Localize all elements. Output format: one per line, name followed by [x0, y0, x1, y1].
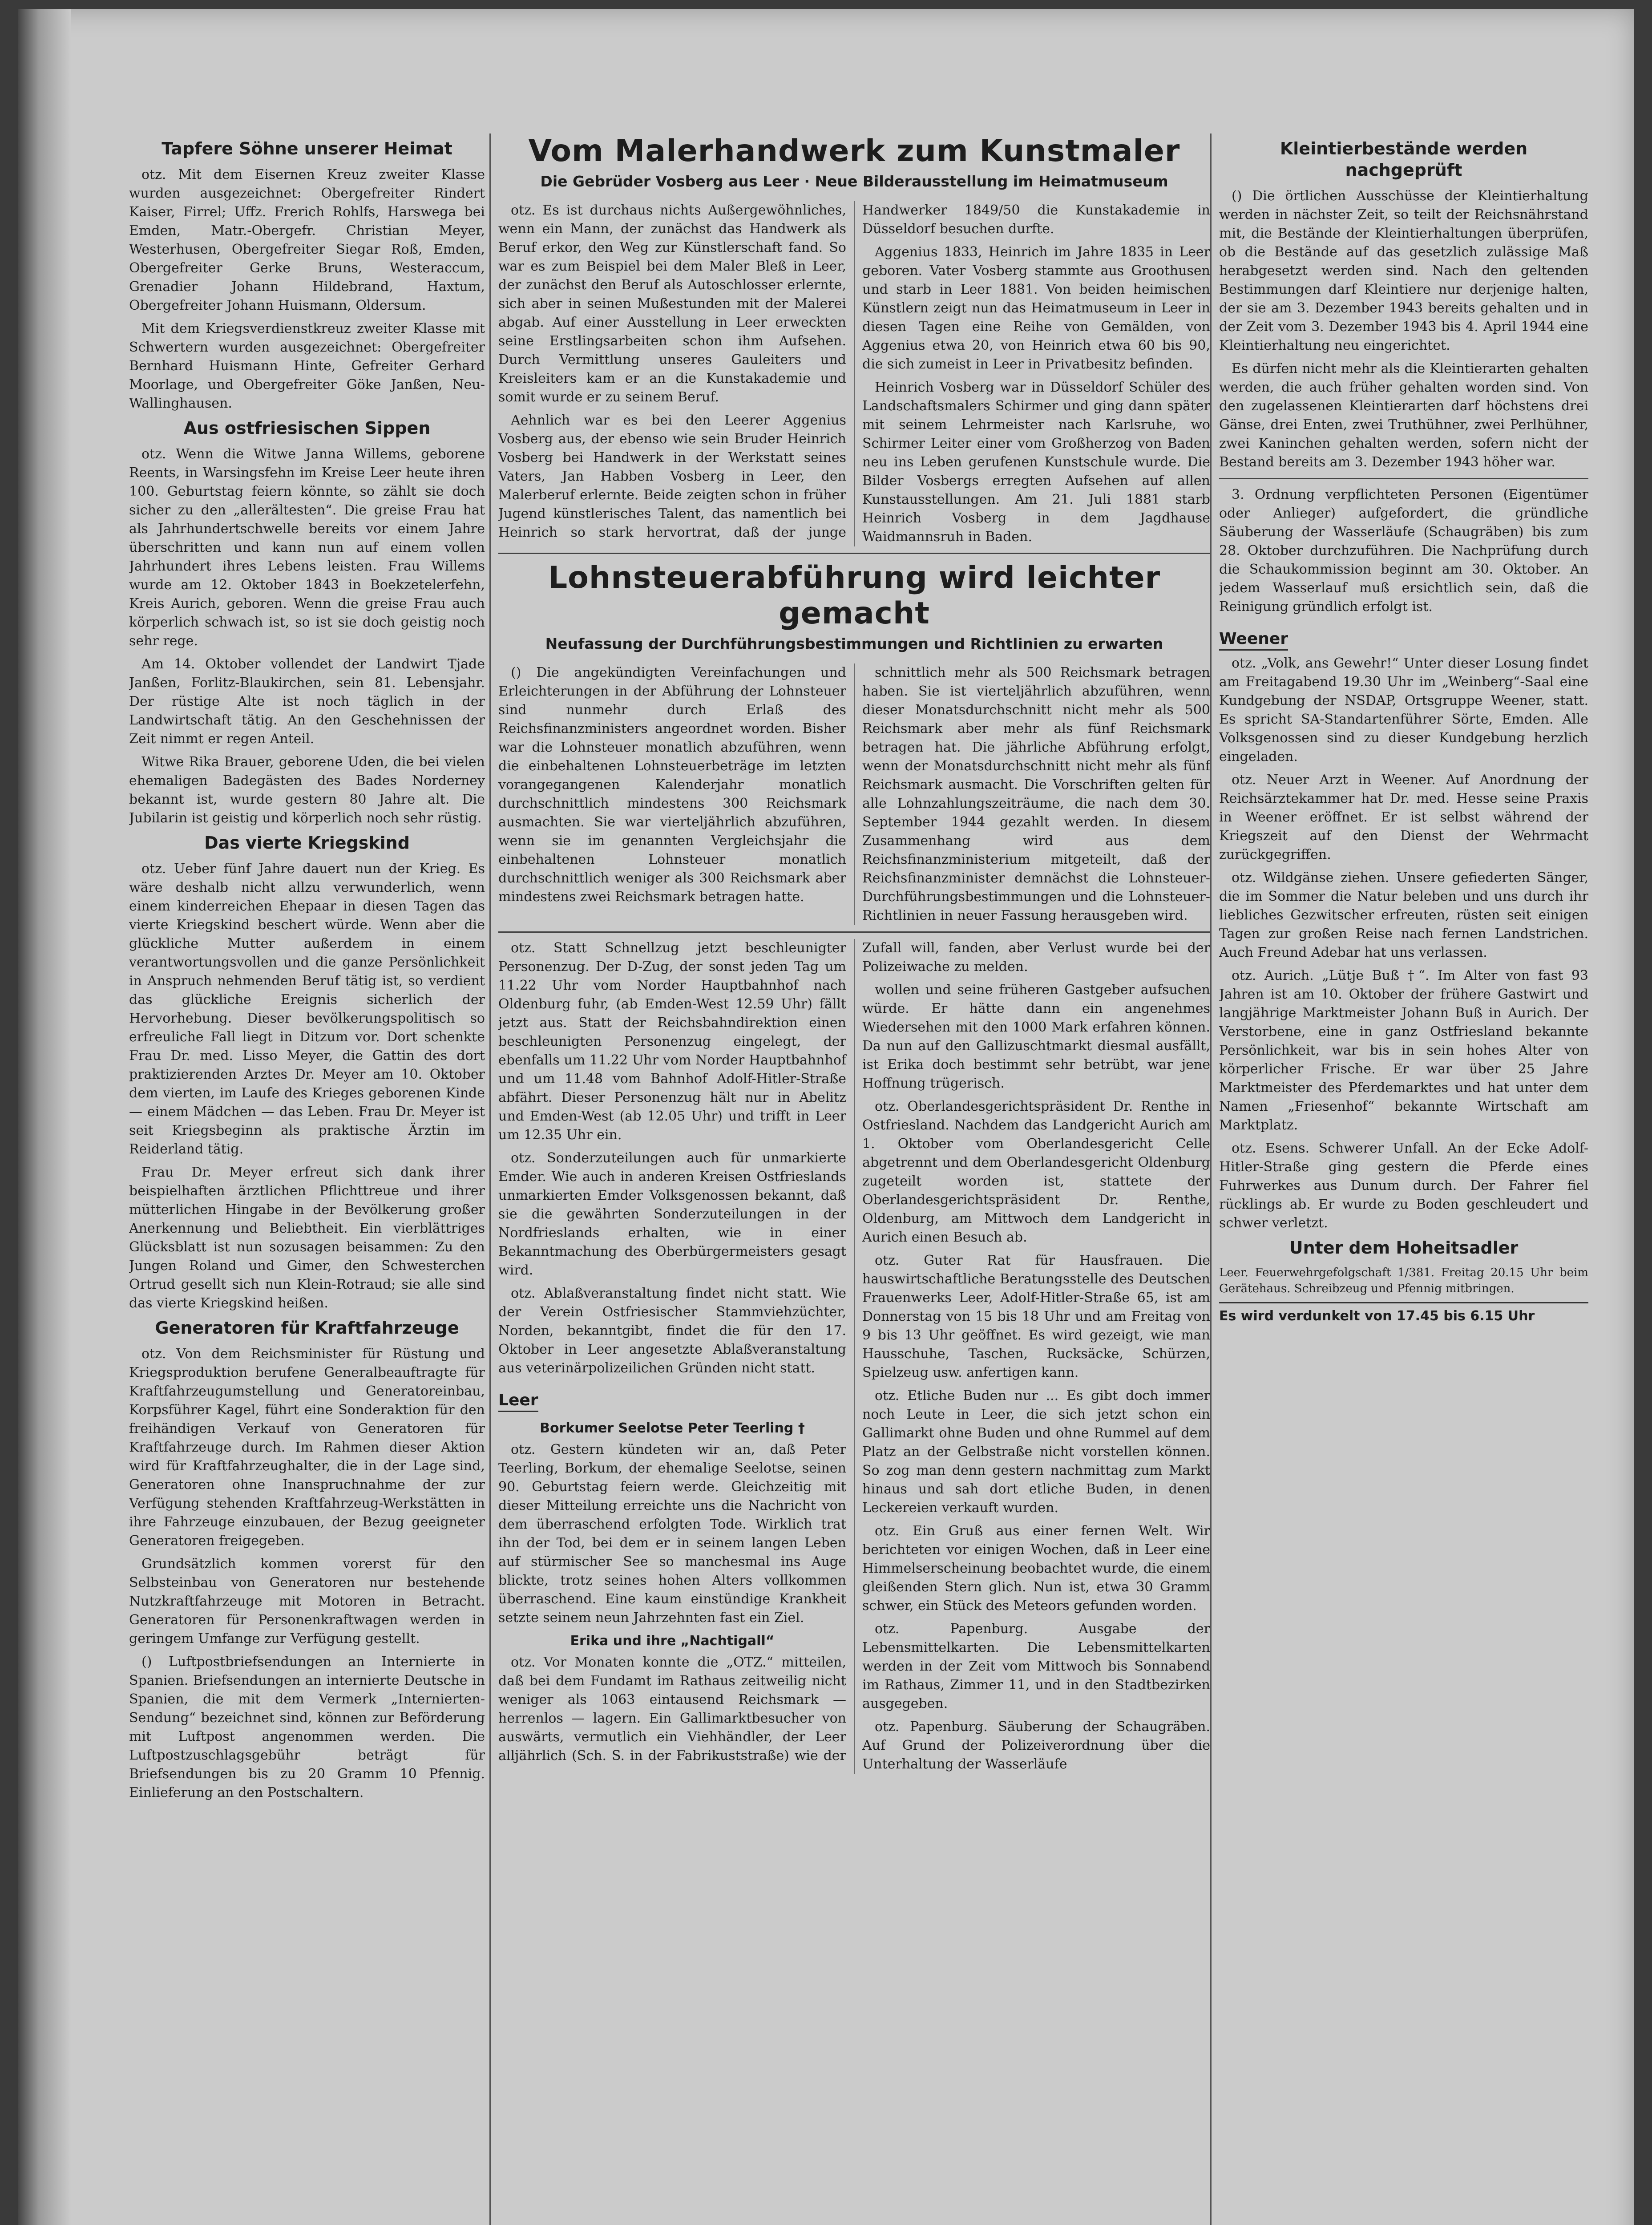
- article-paragraph: otz. Vor Monaten konnte die „OTZ.“ mitteilen, daß bei dem Fundamt im Rathaus zeitweilig nicht weniger als 1063 eintausend Reichsmark — herrenlos — lagern. Ein Gallimarktbesucher von auswärts, vermutlich ein Viehhändler, der Leer alljährlich (Sch. S. in der Fabrikuststraße) wie der Zufall will, fanden, aber Verlust wurde bei der Polizeiwache zu melden.: [498, 940, 1210, 1764]
- article-paragraph: Frau Dr. Meyer erfreut sich dank ihrer beispielhaften ärztlichen Pflichttreue und ihrer mütterlichen Hingabe in der Bevölkerung großer Anerkennung und Beliebtheit. Ein vierblättriges Glücksblatt ist nun sozusagen beisammen: Zu den Jungen Roland und Gimer, den Schwesterchen Ortrud gesellt sich nun Klein-Rotraud; sie alle sind das vierte Kriegskind heißen.: [129, 1165, 485, 1311]
- article-paragraph: () Die angekündigten Vereinfachungen und Erleichterungen in der Abführung der Lohnsteuer sind nunmehr durch Erlaß des Reichsfinanzministers angeordnet worden. Bisher war die Lohnsteuer monatlich abzuführen, wenn die einbehaltenen Lohnsteuerbeträge im letzten vorangegangenen Kalenderjahr monatlich durchschnittlich mindestens 300 Reichsmark ausmachten. Sie war vierteljährlich abzuführen, wenn sie im genannten Vergleichsjahr die einbehaltenen Lohnsteuer monatlich durchschnittlich weniger als 300 Reichsmark aber mindestens zwei Reichsmark betragen hatte.: [498, 665, 846, 905]
- page-binding-shadow: [18, 9, 71, 2225]
- article-paragraph: otz. Statt Schnellzug jetzt beschleunigter Personenzug. Der D-Zug, der sonst jeden Tag um 11.22 Uhr vom Norder Hauptbahnhof nach Oldenburg fuhr, (ab Emden-West 12.59 Uhr) fällt jetzt aus. Statt der Reichsbahndirektion einen beschleunigten Personenzug eingelegt, der ebenfalls um 11.22 Uhr vom Norder Hauptbahnhof und um 11.48 vom Bahnhof Adolf-Hitler-Straße abfährt. Dieser Personenzug hält nur in Abelitz und Emden-West (ab 12.05 Uhr) und trifft in Leer um 12.35 Uhr ein.: [498, 940, 846, 1143]
- article-paragraph: otz. Ueber fünf Jahre dauert nun der Krieg. Es wäre deshalb nicht allzu verwunderlich, wenn einem kinderreichen Ehepaar in diesen Tagen das vierte Kriegskind beschert würde. Wenn aber die glückliche Mutter außerdem in einem verantwortungsvollen und die ganze Persönlichkeit in Anspruch nehmenden Beruf tätig ist, so verdient das glückliche Ereignis sicherlich der Hervorhebung. Dieser bevölkerungspolitisch so erfreuliche Fall liegt in Ditzum vor. Dort schenkte Frau Dr. med. Lisso Meyer, die Gattin des dort praktizierenden Arztes Dr. Meyer am 10. Oktober dem vierten, im Laufe des Krieges geborenen Kinde — einem Mädchen — das Leben. Frau Dr. Meyer ist seit Kriegsbeginn als praktische Ärztin im Reiderland tätig.: [129, 861, 485, 1157]
- article-paragraph: otz. Etliche Buden nur ... Es gibt doch immer noch Leute in Leer, die sich jetzt schon ein Gallimarkt ohne Buden und ohne Rummel auf dem Platz an der Gelbstraße nicht vorstellen können. So zog man denn gestern nachmittag zum Markt hinaus und sah dort etliche Buden, in denen Leckereien verkauft wurden.: [862, 1388, 1210, 1516]
- second-headline: Lohnsteuerabführung wird leichter gemacht: [548, 560, 1161, 631]
- article-paragraph: otz. Wenn die Witwe Janna Willems, geborene Reents, in Warsingsfehn im Kreise Leer heute ihren 100. Geburtstag feiern könnte, so zählt sie doch sicher zu den „allerältesten“. Die greise Frau hat als Jahrhundertschwelle bereits vor einem Jahre überschritten und kann nun auf einem vollen Jahrhundert ihres Lebens leisten. Frau Willems wurde am 12. Oktober 1843 in Boekzetelerfehn, Kreis Aurich, geboren. Wenn die greise Frau auch körperlich schwach ist, so ist sie doch geistig noch sehr rege.: [129, 446, 485, 649]
- article-paragraph: Mit dem Kriegsverdienstkreuz zweiter Klasse mit Schwertern wurden ausgezeichnet: Obergefreiter Bernhard Huismann Hinte, Gefreiter Gerhard Moorlage, und Obergefreiter Göke Janßen, Neu-Wallinghausen.: [129, 321, 485, 411]
- article-paragraph: otz. Esens. Schwerer Unfall. An der Ecke Adolf-Hitler-Straße ging gestern die Pferde eines Fuhrwerkes aus Dunum durch. Der Fahrer fiel rücklings ab. Er wurde zu Boden geschleudert und schwer verletzt.: [1219, 1141, 1588, 1231]
- article-paragraph: Grundsätzlich kommen vorerst für den Selbsteinbau von Generatoren nur bestehende Nutzkraftfahrzeuge mit Motoren in Betracht. Generatoren für Personenkraftwagen werden in geringem Umfange zur Verfügung gestellt.: [129, 1556, 485, 1646]
- article-paragraph: otz. Papenburg. Säuberung der Schaugräben. Auf Grund der Polizeiverordnung über die Unterhaltung der Wasserläufe: [862, 1719, 1210, 1772]
- blackout-notice: Es wird verdunkelt von 17.45 bis 6.15 Uhr: [1219, 1302, 1588, 1326]
- article-paragraph: otz. Ein Gruß aus einer fernen Welt. Wir berichteten vor einigen Wochen, daß in Leer eine Himmelserscheinung beobachtet wurde, die einem gleißenden Stern glich. Nun ist, etwa 30 Gramm schwer, ein Stück des Meteors gefunden worden.: [862, 1523, 1210, 1614]
- article-paragraph: () Die örtlichen Ausschüsse der Kleintierhaltung werden in nächster Zeit, so teilt der Reichsnährstand mit, die Bestände der Kleintierhaltungen überprüfen, ob die Bestände auf das gesetzlich zulässige Maß herabgesetzt werden sind. Nach den geltenden Bestimmungen darf Kleintiere nur derjenige halten, der sie am 3. Dezember 1943 bereits gehalten und in der Zeit vom 3. Dezember 1943 bis 4. April 1944 eine Kleintierhaltung neu eingerichtet.: [1219, 188, 1588, 353]
- article-paragraph: otz. Ablaßveranstaltung findet nicht statt. Wie der Verein Ostfriesischer Stammviehzüchter, Norden, bekanntgibt, findet die für den 17. Oktober in Leer angesetzte Ablaßveranstaltung aus veterinärpolizeilichen Gründen nicht statt.: [498, 1286, 846, 1376]
- section-rule: [498, 553, 1210, 554]
- article-paragraph: otz. Papenburg. Ausgabe der Lebensmittelkarten. Die Lebensmittelkarten werden in der Zeit vom Mittwoch bis Sonnabend im Rathaus, Zimmer 11, und in den Stadtbezirken ausgegeben.: [862, 1621, 1210, 1711]
- article-paragraph: Aggenius 1833, Heinrich im Jahre 1835 in Leer geboren. Vater Vosberg stammte aus Groothusen und starb in Leer 1881. Von beiden heimischen Künstlern zeigt nun das Heimatmuseum in Leer in diesen Tagen eine Reihe von Gemälden, von Aggenius etwa 20, von Heinrich etwa 60 bis 90, die sich zumeist in Leer in Privatbesitz befinden.: [862, 244, 1210, 372]
- article-paragraph: otz. Guter Rat für Hausfrauen. Die hauswirtschaftliche Beratungsstelle des Deutschen Frauenwerks Leer, Adolf-Hitler-Straße 65, ist am Donnerstag von 15 bis 18 Uhr und am Freitag von 9 bis 13 Uhr geöffnet. Es wird gezeigt, wie man Hausschuhe, Taschen, Rucksäcke, Schürzen, Spielzeug usw. anfertigen kann.: [862, 1253, 1210, 1380]
- main-subheadline: Die Gebrüder Vosberg aus Leer · Neue Bilderausstellung im Heimatmuseum: [540, 173, 1168, 190]
- article-paragraph: otz. Von dem Reichsminister für Rüstung und Kriegsproduktion berufene Generalbeauftragte für Kraftfahrzeugumstellung und Generatoreinbau, Korpsführer Kagel, führt eine Sonderaktion für den freihändigen Verkauf von Generatoren für Kraftfahrzeuge durch. Im Rahmen dieser Aktion wird für Kraftfahrzeughalter, die in der Lage sind, Generatoren ohne Inanspruchnahme der zur Verfügung stehenden Kraftfahrzeug-Werkstätten in ihre Fahrzeuge einzubauen, der Bezug geeigneter Generatoren freigegeben.: [129, 1346, 485, 1549]
- article-heading: Unter dem Hoheitsadler: [1289, 1238, 1519, 1258]
- section-rule: [498, 931, 1210, 933]
- article-paragraph: otz. Oberlandesgerichtspräsident Dr. Renthe in Ostfriesland. Nachdem das Landgericht Aurich am 1. Oktober vom Oberlandesgericht Celle abgetrennt und dem Oberlandesgericht Oldenburg zugeteilt worden ist, stattete der Oberlandesgerichtspräsident Dr. Renthe, Oldenburg, am Mittwoch dem Landgericht in Aurich einen Besuch ab.: [862, 1099, 1210, 1245]
- article-paragraph: 3. Ordnung verpflichteten Personen (Eigentümer oder Anlieger) aufgefordert, die gründliche Säuberung der Wasserläufe (Schaugräben) bis zum 28. Oktober durchzuführen. Die Nachprüfung durch die Schaukommission beginnt am 30. Oktober. An jedem Wasserlauf muß ersichtlich sein, daß die Reinigung gründlich erfolgt ist.: [1219, 487, 1588, 615]
- article-paragraph: () Luftpostbriefsendungen an Internierte in Spanien. Briefsendungen an internierte Deutsche in Spanien, die mit dem Vermerk „Internierten-Sendung“ bezeichnet sind, können zur Beförderung mit Luftpost angenommen werden. Die Luftpostzuschlagsgebühr beträgt für Briefsendungen bis zu 20 Gramm 10 Pfennig. Einlieferung an den Postschaltern.: [129, 1654, 485, 1800]
- column-divider: [1210, 134, 1212, 2225]
- article-heading: Generatoren für Kraftfahrzeuge: [155, 1318, 459, 1338]
- article-paragraph: otz. Mit dem Eisernen Kreuz zweiter Klasse wurden ausgezeichnet: Obergefreiter Rindert Kaiser, Firrel; Uffz. Frerich Rohlfs, Harswega bei Emden, Matr.-Obergefr. Christian Meyer, Westerhusen, Obergefreiter Siegar Roß, Emden, Obergefreiter Gerke Bruns, Westeraccum, Grenadier Johann Hildebrand, Haxtum, Obergefreiter Johann Huismann, Oldersum.: [129, 167, 485, 313]
- article-paragraph: Am 14. Oktober vollendet der Landwirt Tjade Janßen, Forlitz-Blaukirchen, sein 81. Lebensjahr. Der rüstige Alte ist noch täglich in der Landwirtschaft tätig. An den Geschehnissen der Zeit nimmt er regen Anteil.: [129, 656, 485, 747]
- notice-text: Leer. Feuerwehrgefolgschaft 1/381. Freitag 20.15 Uhr beim Gerätehaus. Schreibzeug und Pfennig mitbringen.: [1219, 1266, 1588, 1295]
- article-paragraph: otz. Sonderzuteilungen auch für unmarkierte Emder. Wie auch in anderen Kreisen Ostfrieslands unmarkierten Emder Volksgenossen bekannt, daß sie die gewährten Sonderzuteilungen in der Nordfrieslands erhalten, wie in einer Bekanntmachung des Oberbürgermeisters gesagt wird.: [498, 1150, 846, 1278]
- newspaper-page: [18, 9, 1634, 2225]
- article-paragraph: otz. Gestern kündeten wir an, daß Peter Teerling, Borkum, der ehemalige Seelotse, seinen 90. Geburtstag feiern werde. Gleichzeitig mit dieser Mitteilung erreichte uns die Nachricht von dem überraschend erfolgten Tode. Wirklich trat ihn der Tod, bei dem er in seinem langen Leben auf stürmischer See so manchesmal ins Auge blickte, trotz seines hohen Alters vollkommen überraschend. Eine kaum einstündige Krankheit setzte seinem neun Jahrzehnten fast ein Ziel.: [498, 1442, 846, 1626]
- article-heading: Erika und ihre „Nachtigall“: [570, 1633, 775, 1649]
- article-paragraph: wollen und seine früheren Gastgeber aufsuchen würde. Er hätte dann ein angenehmes Wiedersehen mit den 1000 Mark erfahren können. Da nun auf den Gallizuschtmarkt diesmal ausfällt, ist Erika doch bestimmt sehr betrübt, war jene Hoffnung trügerisch.: [862, 982, 1210, 1091]
- article-paragraph: Witwe Rika Brauer, geborene Uden, die bei vielen ehemaligen Badegästen des Bades Norderney bekannt ist, wurde gestern 80 Jahre alt. Die Jubilarin ist geistig und körperlich noch sehr rüstig.: [129, 754, 485, 826]
- middle-columns: [498, 134, 1210, 2225]
- article-paragraph: schnittlich mehr als 500 Reichsmark betragen haben. Sie ist vierteljährlich abzuführen, wenn dieser Monatsdurchschnitt nicht mehr als 500 Reichsmark aber mehr als fünf Reichsmark betragen hat. Die jährliche Abführung erfolgt, wenn der Monatsdurchschnitt nicht mehr als fünf Reichsmark ausmacht. Die Vorschriften gelten für alle Lohnzahlungszeiträume, die nach dem 30. September 1944 gezahlt werden. In diesem Zusammenhang wird aus dem Reichsfinanzministerium mitgeteilt, daß der Reichsfinanzminister demnächst die Lohnsteuer-Durchführungsbestimmungen und die Lohnsteuer-Richtlinien in neuer Fassung herausgeben wird.: [862, 665, 1210, 923]
- article-body: [498, 201, 1210, 546]
- article-heading: Aus ostfriesischen Sippen: [183, 418, 431, 438]
- article-paragraph: Heinrich Vosberg war in Düsseldorf Schüler des Landschaftsmalers Schirmer und ging dann später mit seinem Lehrmeister nach Karlsruhe, wo Schirmer Leiter einer vom Großherzog von Baden neu ins Leben gerufenen Kunstschule wurde. Die Bilder Vosbergs erregten Aufsehen auf allen Kunstausstellungen. Am 21. Juli 1881 starb Heinrich Vosberg in dem Jagdhause Waidmannsruh in Baden.: [862, 380, 1210, 545]
- right-column: [1219, 134, 1588, 2225]
- article-body: [498, 663, 1210, 925]
- main-headline: Vom Malerhandwerk zum Kunstmaler: [528, 134, 1180, 169]
- article-heading: Tapfere Söhne unserer Heimat: [162, 139, 452, 158]
- article-paragraph: otz. „Volk, ans Gewehr!“ Unter dieser Losung findet am Freitagabend 19.30 Uhr im „Weinberg“-Saal eine Kundgebung der NSDAP, Ortsgruppe Weener, statt. Es spricht SA-Standartenführer Sörte, Emden. Alle Volksgenossen sind zu dieser Kundgebung herzlich eingeladen.: [1219, 655, 1588, 765]
- section-label-weener: Weener: [1219, 629, 1288, 651]
- article-heading: Das vierte Kriegskind: [204, 833, 410, 853]
- article-heading: Kleintierbestände werden nachgeprüft: [1280, 139, 1528, 180]
- column-divider: [489, 134, 491, 2225]
- article-paragraph: otz. Es ist durchaus nichts Außergewöhnliches, wenn ein Mann, der zunächst das Handwerk als Beruf erkor, den Weg zur Künstlerschaft fand. So war es zum Beispiel bei dem Maler Bleß in Leer, der zunächst den Beruf als Autoschlosser erlernte, sich aber in seinen Mußestunden mit der Malerei abgab. Auf einer Ausstellung in Leer erweckten seine Erstlingsarbeiten schon ihm Aufsehen. Durch Vermittlung unseres Gauleiters und Kreisleiters kam er an die Kunstakademie und somit wurde er zu seinem Beruf.: [498, 202, 846, 405]
- article-paragraph: otz. Wildgänse ziehen. Unsere gefiederten Sänger, die im Sommer die Natur beleben und uns durch ihr liebliches Gezwitscher erfreuten, rüsten seit einigen Tagen zur großen Reise nach fernen Landstrichen. Auch Freund Adebar hat uns verlassen.: [1219, 870, 1588, 960]
- second-subheadline: Neufassung der Durchführungsbestimmungen und Richtlinien zu erwarten: [545, 635, 1163, 652]
- section-rule: [1219, 478, 1588, 479]
- article-paragraph: Es dürfen nicht mehr als die Kleintierarten gehalten werden, die auch früher gehalten worden sind. Von den zugelassenen Kleintierarten darf höchstens drei Gänse, drei Enten, zwei Truthühner, zwei Perlhühner, zwei Kaninchen gehalten werden, sofern nicht der Bestand bereits am 3. Dezember 1943 höher war.: [1219, 361, 1588, 470]
- left-column: [129, 134, 485, 2225]
- article-heading: Borkumer Seelotse Peter Teerling †: [540, 1420, 805, 1436]
- article-paragraph: otz. Neuer Arzt in Weener. Auf Anordnung der Reichsärztekammer hat Dr. med. Hesse seine Praxis in Weener eröffnet. Er ist selbst während der Kriegszeit auf den Dienst der Wehrmacht zurückgegriffen.: [1219, 772, 1588, 862]
- section-label-leer: Leer: [498, 1390, 538, 1412]
- local-news-body: [498, 939, 1210, 1774]
- article-paragraph: Aehnlich war es bei den Leerer Aggenius Vosberg aus, der ebenso wie sein Bruder Heinrich Vosberg bei Handwerk in der Werkstatt seines Vaters, Jan Habben Vosberg in Leer, den Malerberuf erlernte. Beide zeigten schon in früher Jugend künstlerisches Talent, das namentlich bei Heinrich so stark hervortrat, daß der junge Handwerker 1849/50 die Kunstakademie in Düsseldorf besuchen durfte.: [498, 202, 1210, 540]
- article-paragraph: otz. Aurich. „Lütje Buß †“. Im Alter von fast 93 Jahren ist am 10. Oktober der frühere Gastwirt und langjährige Marktmeister Johann Buß in Aurich. Der Verstorbene, eine in ganz Ostfriesland bekannte Persönlichkeit, war bis in sein hohes Alter von körperlicher Frische. Er war über 25 Jahre Marktmeister des Pferdemarktes und hat unter dem Namen „Friesenhof“ bekannte Wirtschaft am Marktplatz.: [1219, 968, 1588, 1133]
